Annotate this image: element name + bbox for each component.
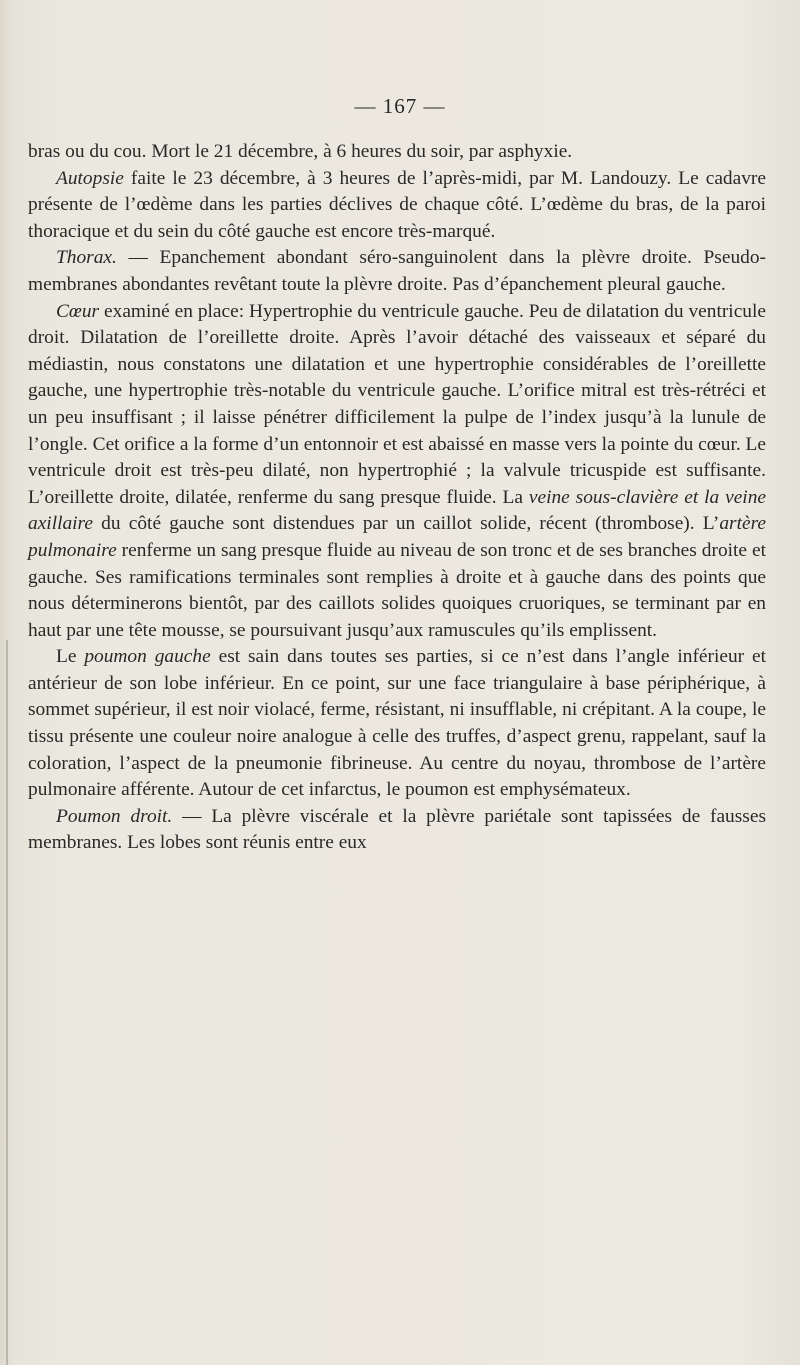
heading-poumon-droit: Poumon droit. [56,805,173,827]
paragraph-coeur [28,299,766,645]
paragraph-poumon-droit [28,804,766,857]
text-segment: — Epanchement abondant séro-sanguinolent dans la plèvre droite. Pseudo-membranes abondantes revêtant toute la plèvre droite. Pas d’épanchement pleural gauche. [28,247,766,295]
heading-coeur: Cœur [56,300,100,322]
heading-thorax: Thorax. [56,247,117,269]
text-segment: bras ou du cou. Mort le 21 décembre, à 6 heures du soir, par asphyxie. [28,141,573,162]
paragraph-autopsie [28,166,766,246]
heading-poumon-gauche: poumon gauche [84,646,211,668]
text-segment: Le [56,646,85,668]
page-gutter-edge [6,640,8,1365]
text-segment: faite le 23 décembre, à 3 heures de l’après-midi, par M. Landouzy. Le cadavre présente de l’œdème dans les parties déclives de chaque côté. L’œdème du bras, de la paroi thoracique et du sein du côté gauche est encore très-marqué. [28,167,766,242]
paragraph-asphyxie [28,139,766,166]
text-segment: — La plèvre viscérale et la plèvre pariétale sont tapissées de fausses membranes. Les lobes sont réunis entre eux [28,805,766,854]
text-segment: est sain dans toutes ses parties, si ce n’est dans l’angle inférieur et antérieur de son lobe inférieur. En ce point, sur une face triangulaire à base périphérique, à sommet supérieur, il est noir violacé, ferme, résistant, ni insufflable, ni crépitant. A la coupe, le tissu présente une couleur noire analogue à celle des truffes, d’aspect grenu, rappelant, sauf la coloration, l’aspect de la pneumonie fibrineuse. Au centre du noyau, thrombose de l’artère pulmonaire afférente. Autour de cet infarctus, le poumon est emphysémateux. [28,646,766,801]
paragraph-poumon-gauche [28,644,766,804]
text-segment: du côté gauche sont distendues par un caillot solide, récent (thrombose). L’ [92,513,720,535]
text-segment: renferme un sang presque fluide au niveau de son tronc et de ses branches droite et gauche. Ses ramifications terminales sont remplies à droite et à gauche dans des points que nous déterminerons bientôt, par des caillots solides quoiques cruoriques, se terminant par en haut par une tête mousse, se poursuivant jusqu’aux ramuscules qu’ils emplissent. [28,539,766,641]
italic-term: artère pulmonaire [28,513,766,561]
text-segment: examiné en place: Hypertrophie du ventricule gauche. Peu de dilatation du ventricule droit. Dilatation de l’oreillette droite. Après l’avoir détaché des vaisseaux et séparé du médiastin, nous constatons une dilatation et une hypertrophie considérables de l’oreillette gauche, une hypertrophie très-notable du ventricule gauche. L’orifice mitral est très-rétréci et un peu insuffisant ; il laisse pénétrer difficilement la pulpe de l’index jusqu’à la lunule de l’ongle. Cet orifice a la forme d’un entonnoir et est abaissé en masse vers la pointe du cœur. Le ventricule droit est très-peu dilaté, non hypertrophié ; la valvule tricuspide est suffisante. L’oreillette droite, dilatée, renferme du sang presque fluide. La [28,300,766,508]
page-number: — 167 — [354,94,446,118]
paragraph-thorax [28,245,766,298]
heading-autopsie: Autopsie [56,167,124,189]
body-text [28,139,766,857]
italic-term: veine sous-clavière et la veine axillaire [28,486,766,535]
